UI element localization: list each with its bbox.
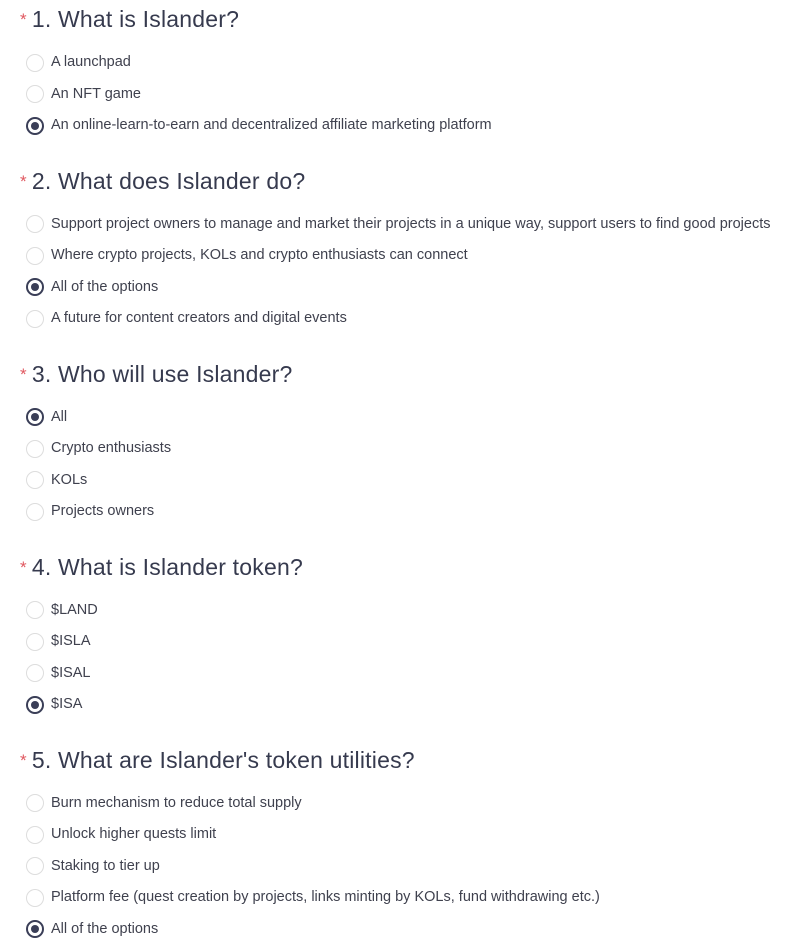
question-title — [20, 4, 784, 37]
question-title-text: 3. Who will use Islander? — [32, 361, 293, 387]
option-row[interactable] — [20, 626, 784, 658]
radio-icon[interactable] — [26, 310, 44, 328]
question-title — [20, 359, 784, 392]
radio-selected-icon[interactable] — [26, 408, 44, 426]
radio-icon[interactable] — [26, 215, 44, 233]
option-row[interactable] — [20, 914, 784, 945]
radio-icon[interactable] — [26, 826, 44, 844]
option-label: All of the options — [51, 920, 158, 939]
option-label: An online-learn-to-earn and decentralized affiliate marketing platform — [51, 116, 492, 135]
option-row[interactable] — [20, 819, 784, 851]
radio-icon[interactable] — [26, 857, 44, 875]
question-title — [20, 745, 784, 778]
option-row[interactable] — [20, 303, 784, 335]
options-list — [20, 595, 784, 721]
option-row[interactable] — [20, 788, 784, 820]
options-list — [20, 402, 784, 528]
required-asterisk: * — [20, 751, 27, 770]
option-label: Staking to tier up — [51, 857, 160, 876]
radio-icon[interactable] — [26, 471, 44, 489]
option-label: $LAND — [51, 601, 98, 620]
option-label: Unlock higher quests limit — [51, 825, 216, 844]
option-row[interactable] — [20, 110, 784, 142]
options-list — [20, 209, 784, 335]
radio-icon[interactable] — [26, 440, 44, 458]
radio-selected-icon[interactable] — [26, 278, 44, 296]
question-block — [20, 745, 784, 945]
question-block — [20, 359, 784, 528]
question-title — [20, 552, 784, 585]
option-row[interactable] — [20, 47, 784, 79]
radio-icon[interactable] — [26, 794, 44, 812]
option-label: A launchpad — [51, 53, 131, 72]
required-asterisk: * — [20, 10, 27, 29]
radio-selected-icon[interactable] — [26, 696, 44, 714]
option-row[interactable] — [20, 240, 784, 272]
option-row[interactable] — [20, 433, 784, 465]
radio-icon[interactable] — [26, 601, 44, 619]
option-row[interactable] — [20, 882, 784, 914]
option-row[interactable] — [20, 272, 784, 304]
option-label: All — [51, 408, 67, 427]
option-row[interactable] — [20, 465, 784, 497]
radio-selected-icon[interactable] — [26, 117, 44, 135]
radio-icon[interactable] — [26, 664, 44, 682]
question-block — [20, 4, 784, 142]
radio-icon[interactable] — [26, 54, 44, 72]
options-list — [20, 788, 784, 945]
option-row[interactable] — [20, 595, 784, 627]
radio-icon[interactable] — [26, 503, 44, 521]
option-row[interactable] — [20, 209, 784, 241]
option-row[interactable] — [20, 79, 784, 111]
option-label: Burn mechanism to reduce total supply — [51, 794, 302, 813]
required-asterisk: * — [20, 172, 27, 191]
question-title-text: 1. What is Islander? — [32, 6, 239, 32]
required-asterisk: * — [20, 558, 27, 577]
option-label: $ISAL — [51, 664, 91, 683]
option-label: Support project owners to manage and market their projects in a unique way, support users to find good projects — [51, 215, 771, 234]
option-label: Platform fee (quest creation by projects, links minting by KOLs, fund withdrawing etc.) — [51, 888, 600, 907]
option-label: KOLs — [51, 471, 87, 490]
radio-icon[interactable] — [26, 889, 44, 907]
option-row[interactable] — [20, 689, 784, 721]
question-block — [20, 552, 784, 721]
radio-icon[interactable] — [26, 85, 44, 103]
option-label: $ISA — [51, 695, 82, 714]
options-list — [20, 47, 784, 142]
question-title-text: 2. What does Islander do? — [32, 168, 306, 194]
option-row[interactable] — [20, 851, 784, 883]
option-label: Projects owners — [51, 502, 154, 521]
radio-icon[interactable] — [26, 633, 44, 651]
question-title-text: 4. What is Islander token? — [32, 554, 303, 580]
option-label: Crypto enthusiasts — [51, 439, 171, 458]
required-asterisk: * — [20, 365, 27, 384]
option-label: $ISLA — [51, 632, 91, 651]
option-row[interactable] — [20, 496, 784, 528]
radio-selected-icon[interactable] — [26, 920, 44, 938]
question-title-text: 5. What are Islander's token utilities? — [32, 747, 415, 773]
question-block — [20, 166, 784, 335]
radio-icon[interactable] — [26, 247, 44, 265]
question-title — [20, 166, 784, 199]
option-label: Where crypto projects, KOLs and crypto enthusiasts can connect — [51, 246, 468, 265]
option-label: An NFT game — [51, 85, 141, 104]
option-row[interactable] — [20, 658, 784, 690]
option-label: All of the options — [51, 278, 158, 297]
option-label: A future for content creators and digital events — [51, 309, 347, 328]
option-row[interactable] — [20, 402, 784, 434]
